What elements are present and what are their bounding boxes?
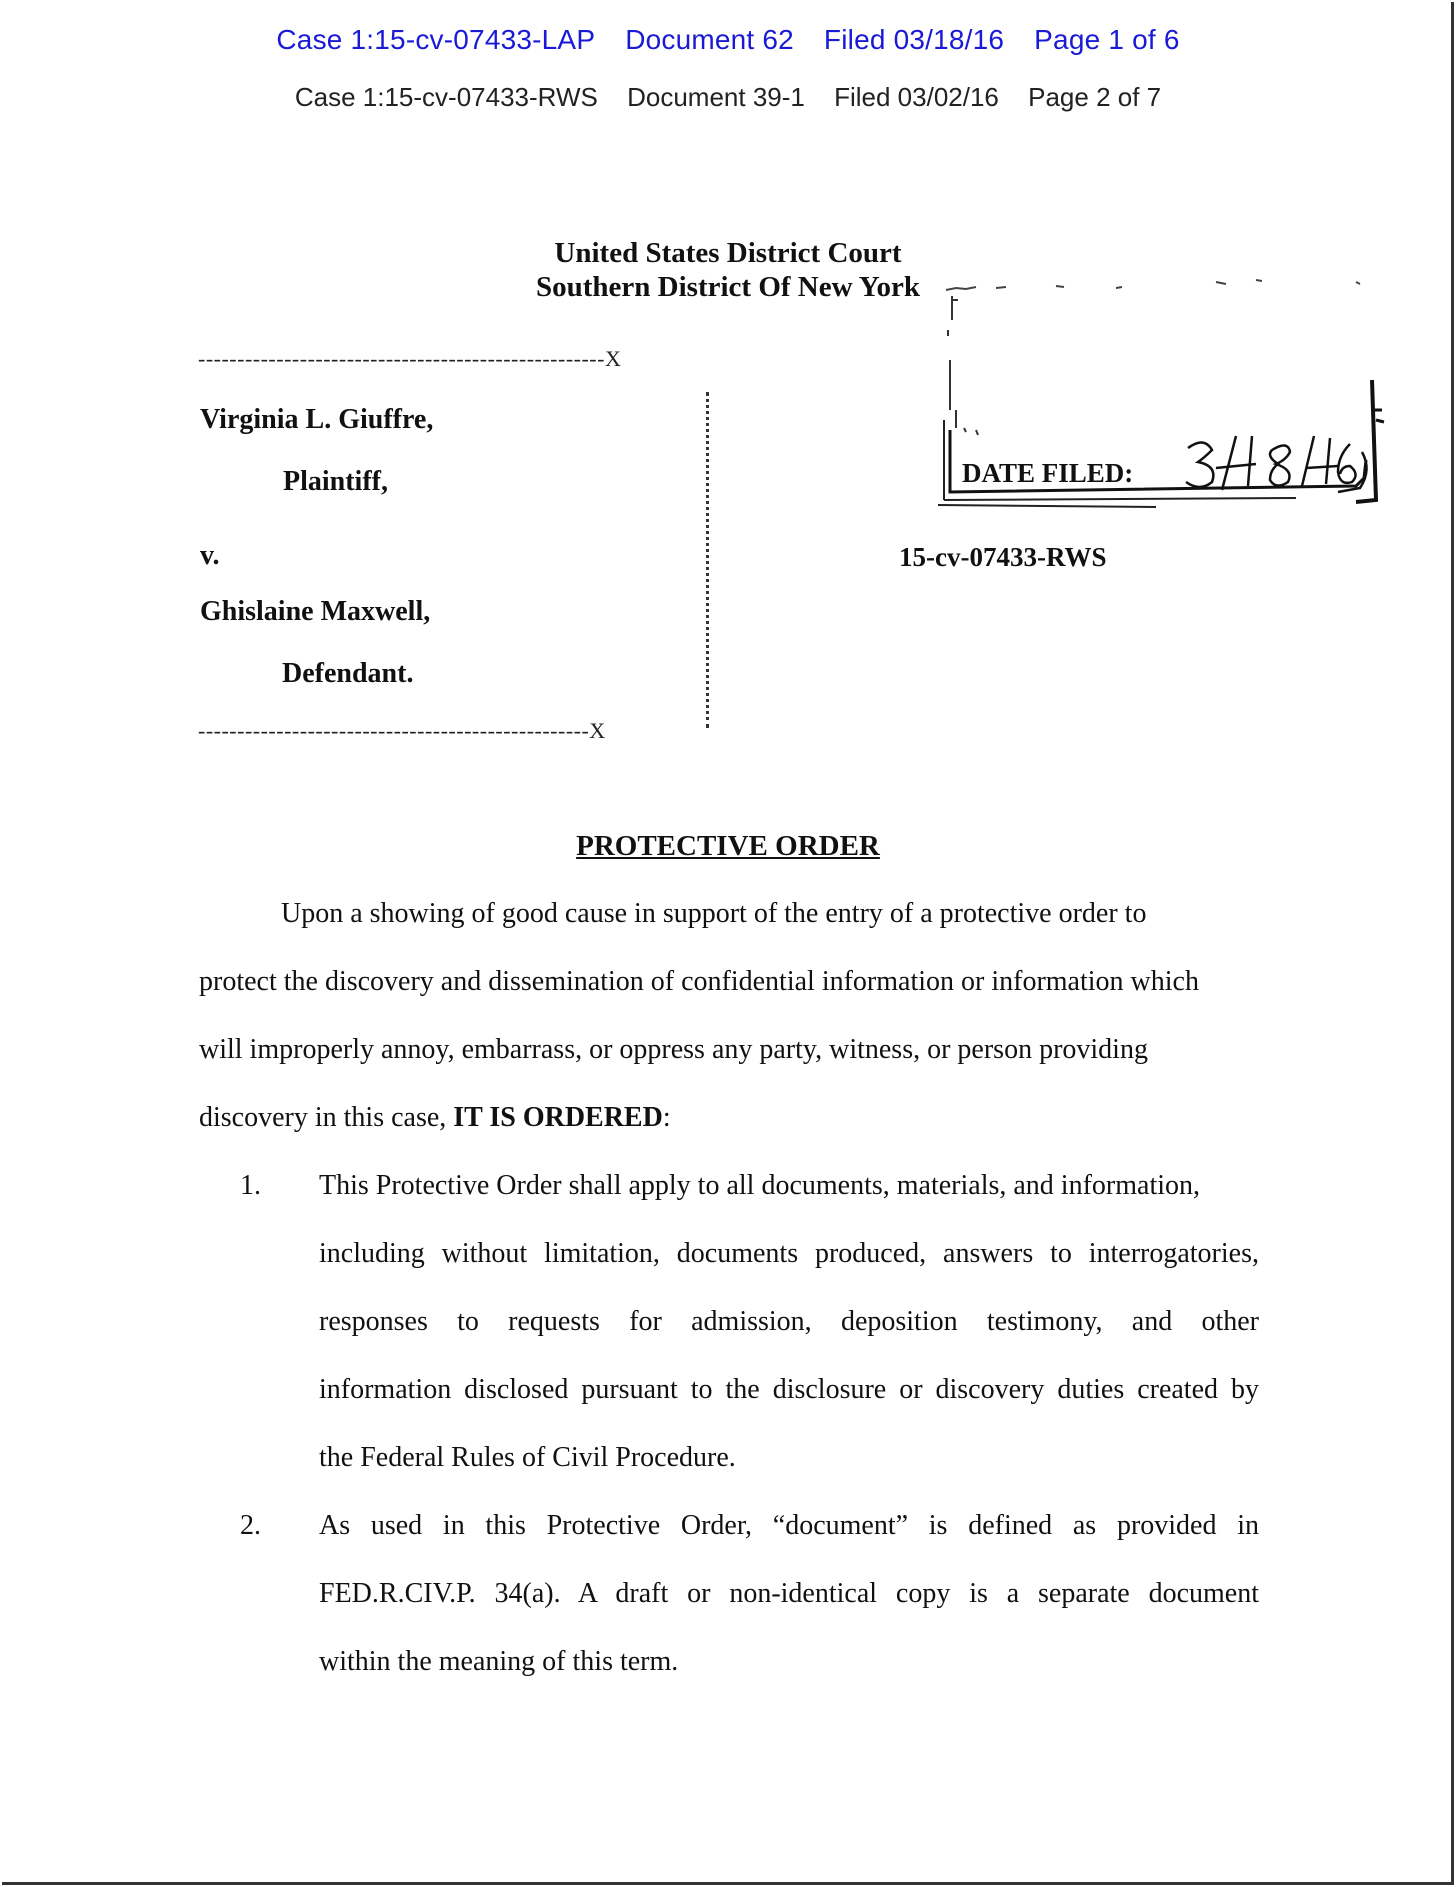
ecf-header-original bbox=[0, 82, 1456, 113]
stamp-handwritten-date bbox=[1186, 436, 1367, 492]
document-title: PROTECTIVE ORDER bbox=[576, 830, 880, 862]
intro-line-4-colon: : bbox=[662, 1102, 671, 1133]
case-number: 15-cv-07433-RWS bbox=[899, 542, 1107, 572]
ecf-original-filed-date: Filed 03/02/16 bbox=[834, 82, 999, 112]
intro-line-4 bbox=[199, 1102, 671, 1134]
item-1-line-5: the Federal Rules of Civil Procedure. bbox=[319, 1442, 736, 1473]
ecf-document-number: Document 62 bbox=[625, 24, 794, 55]
court-district: Southern District Of New York bbox=[536, 271, 920, 303]
ecf-case-number: Case 1:15-cv-07433-LAP bbox=[276, 24, 596, 55]
item-1-line-3: responses to requests for admission, deposition testimony, and other bbox=[319, 1306, 1259, 1337]
item-2-number: 2. bbox=[240, 1510, 261, 1541]
item-2-line-3: within the meaning of this term. bbox=[319, 1646, 679, 1677]
plaintiff-role: Plaintiff, bbox=[283, 466, 388, 497]
item-2-line-1: As used in this Protective Order, “document” is defined as provided in bbox=[319, 1510, 1259, 1541]
caption-dotted-divider bbox=[706, 392, 709, 728]
intro-line-1: Upon a showing of good cause in support of the entry of a protective order to bbox=[281, 898, 1147, 929]
ecf-filed-date: Filed 03/18/16 bbox=[823, 24, 1005, 55]
defendant-role: Defendant. bbox=[282, 658, 414, 689]
item-1-number: 1. bbox=[240, 1170, 261, 1201]
intro-line-4-text: discovery in this case, bbox=[199, 1102, 454, 1133]
intro-line-3: will improperly annoy, embarrass, or oppress any party, witness, or person providing bbox=[199, 1034, 1148, 1065]
date-filed-stamp bbox=[936, 260, 1396, 510]
item-1-line-4: information disclosed pursuant to the disclosure or discovery duties created by bbox=[319, 1374, 1259, 1405]
item-1-line-1: This Protective Order shall apply to all documents, materials, and information, bbox=[319, 1170, 1201, 1201]
caption-top-rule: ----------------------------------------------------X bbox=[198, 346, 622, 371]
ecf-page-count: Page 1 of 6 bbox=[1034, 24, 1180, 55]
plaintiff-name: Virginia L. Giuffre, bbox=[200, 404, 434, 435]
it-is-ordered: IT IS ORDERED bbox=[453, 1102, 663, 1133]
defendant-name: Ghislaine Maxwell, bbox=[200, 596, 431, 627]
court-name: United States District Court bbox=[554, 237, 902, 269]
caption-bottom-rule: --------------------------------------------------X bbox=[198, 718, 606, 743]
intro-line-2: protect the discovery and dissemination of confidential information or information which bbox=[199, 966, 1199, 997]
item-1-line-2: including without limitation, documents produced, answers to interrogatories, bbox=[319, 1238, 1259, 1269]
ecf-header bbox=[0, 24, 1456, 56]
item-2-line-2: FED.R.CIV.P. 34(a). A draft or non-identical copy is a separate document bbox=[319, 1578, 1259, 1609]
versus-label: v. bbox=[200, 540, 220, 571]
ecf-original-page-count: Page 2 of 7 bbox=[1028, 82, 1162, 112]
stamp-graphic bbox=[936, 260, 1396, 510]
ecf-original-document-number: Document 39-1 bbox=[627, 82, 805, 112]
stamp-label: DATE FILED: bbox=[962, 458, 1134, 488]
ecf-original-case-number: Case 1:15-cv-07433-RWS bbox=[294, 82, 598, 112]
